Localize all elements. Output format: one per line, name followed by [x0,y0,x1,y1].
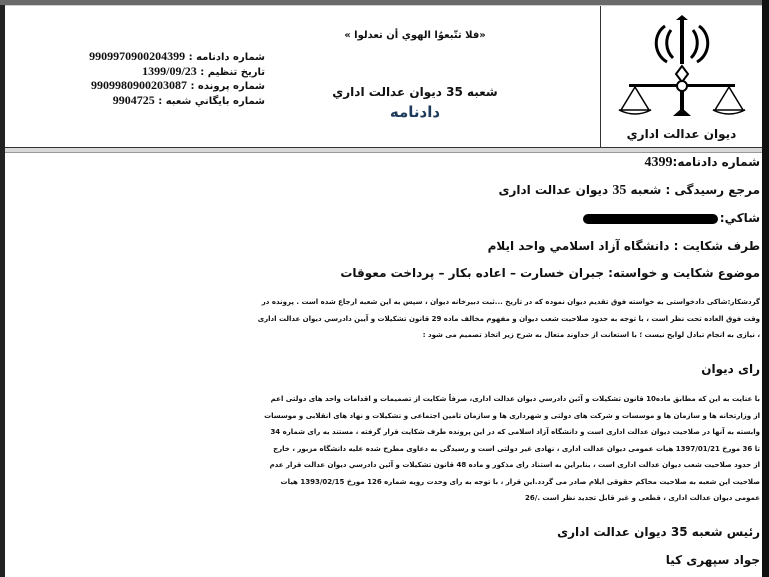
ruling-line: تا 36 مورخ 1397/01/21 هيات عمومی ديوان عدالت اداری ، نهادی غير دولتی است و رسيدگی به دعاوی مطرح شده عليه دانشگاه مزبور ، خارج [273,444,760,453]
meta-issue-date [65,65,265,80]
verdict-number-label: شماره دادنامه: [672,155,760,169]
emblem-caption: ديوان عدالت اداري [626,127,737,141]
verdict-number-line [645,155,760,171]
plaintiff-line [583,211,760,225]
meta-value: 1399/09/23 [142,63,197,78]
meta-archive-number [65,94,265,109]
reference-branch: 35 [612,183,627,198]
defendant-line: طرف شکایت : دانشگاه آزاد اسلامي واحد ايلام [487,239,760,253]
procedure-line: گردشكار:شاكی دادخواستی به خواسته فوق تقدیم دیوان نموده كه در تاريخ ...ثبت دبيرخانه ديوان ، سپس به اين شعبه ارجاع شده است . پرونده در [261,298,760,306]
meta-value: 9909980900203087 [90,78,187,92]
ruling-heading: رای ديوان [701,362,760,376]
meta-label: شماره بايگاني شعبه : [158,95,265,107]
signature-name: جواد سپهری كيا [665,553,760,567]
reference-label: مرجع رسیدگی : شعبه [630,183,760,197]
court-scales-emblem-icon [607,12,757,122]
reference-line [499,183,761,199]
meta-case-number [65,79,265,94]
right-border [762,0,769,577]
meta-value: 9904725 [112,92,155,107]
meta-label: شماره دادنامه : [188,52,265,63]
verdict-number: 4399 [644,155,673,170]
ruling-line: عمومی ديوان عدالت اداری ، قطعی و غير قابل تجديد نظر است ./26 [525,494,760,502]
procedure-paragraph [10,294,760,344]
meta-label: شماره پرونده : [190,81,265,92]
ruling-line: وابسته به آنها در صلاحيت ديوان عدالت اداری است و دانشگاه آزاد اسلامی كه در اين پرونده طرف شكايت قرار گرفته ، مستند به رای شماره 34 [270,428,760,436]
document-meta [65,50,265,108]
signature-title: رئيس شعبه 35 ديوان عدالت اداری [557,525,760,539]
plaintiff-label: شاكي: [719,211,760,225]
reference-court: ديوان عدالت اداری [498,183,609,197]
procedure-line: ، نيازی به انجام تبادل لوايح نيست ؛ با استعانت از خداوند متعال به شرح زير اتخاذ تصميم می شود : [422,331,760,339]
ruling-line: از حدود صلاحيت شعب ديوان عدالت اداری است ، بنابراين به استناد رای مذكور و ماده 48 قانون تشكيلات و آئين دادرسي ديوان عدالت قرار عدم [269,461,760,469]
emblem-box [600,6,762,147]
document-header [5,6,762,147]
meta-value: 9909970900204399 [89,49,186,63]
document-title: دادنامه [389,103,441,121]
header-separator [5,147,762,153]
motto: «فلا تتّبعوُا الهوي أن تعدلوا » [344,30,486,41]
meta-verdict-number [65,50,265,65]
redacted-plaintiff-name [583,214,718,224]
ruling-line: صلاحيت اين شعبه به صلاحيت محاكم حقوقی ايلام صادر می گردد.اين قرار ، با توجه به رای وحدت رويه شماره 126 مورخ 1393/02/15 هيات [280,477,760,486]
ruling-line: با عنايت به اين كه مطابق ماده10 قانون تشكيلات و آئين دادرسي ديوان عدالت اداری، صرفاً شكايت از تصميمات و اقدامات واحد های دولتی اعم [270,395,760,403]
procedure-line: وقت فوق العاده تحت نظر است ، با توجه به حدود صلاحيت شعب ديوان و مفهوم مخالف ماده 29 قانون تشكيلات و آيين دادرسي ديوان عدالت اداری [257,314,760,323]
ruling-paragraph [10,391,760,507]
meta-label: تاريخ تنظيم : [200,66,265,78]
branch-title: شعبه 35 ديوان عدالت اداري [332,85,498,99]
subject-line: موضوع شكايت و خواسته: جبران خسارت – اعاده بكار – پرداخت معوقات [340,266,760,280]
ruling-line: از وزارتخانه ها و سازمان ها و موسسات و شركت های دولتی و شهرداری ها و سازمان تامين اجتماعی و تشكيلات و نهاد های انقلابی و موسسات [264,411,760,420]
